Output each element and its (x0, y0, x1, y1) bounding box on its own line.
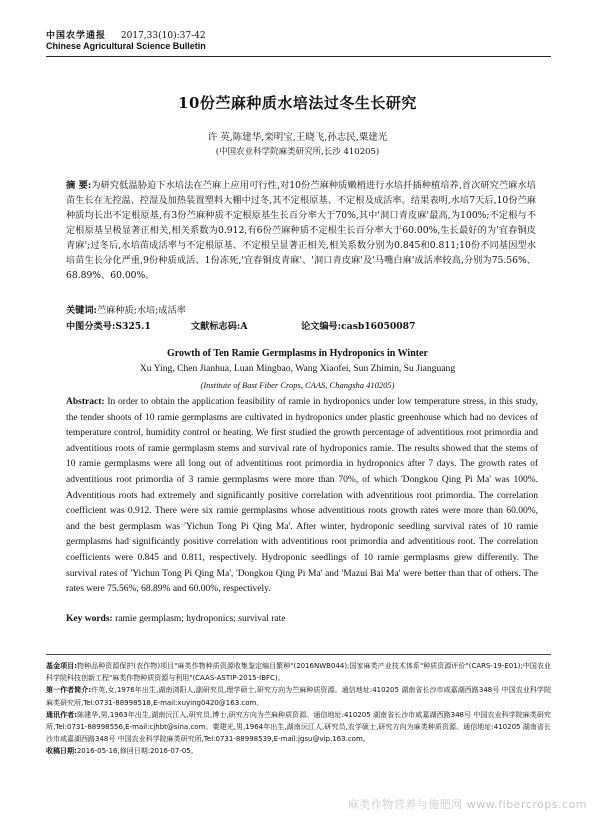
abstract-cn-label: 摘 要: (66, 180, 92, 191)
abstract-en (66, 395, 538, 598)
corresponding-label: 通讯作者: (46, 710, 78, 719)
keywords-cn (66, 302, 186, 316)
abstract-en-label: Abstract: (66, 397, 105, 407)
first-author-note (46, 684, 551, 708)
keywords-en-label: Key words: (66, 614, 113, 624)
dates-note (46, 745, 551, 757)
author-list: 许 英,陈建华,栾明宝,王晓飞,孙志民,粟建光 (207, 132, 388, 143)
corresponding-note (46, 709, 551, 746)
dates-label: 收稿日期: (46, 747, 77, 756)
abstract-en-text: In order to obtain the application feasibility of ramie in hydroponics under low temperature stress, in this study, the tender shoots of 10 ramie germplasms are cultivated in hydroponics under plastic greenhouse which had no devices of temperature control, humidity control or heating. We first studied the growth percentage of adventitious root primordia and adventitious roots of ramie germplasm stems and survival rate of hydroponics ramie. The results showed that the stems of 10 ramie germplasms were all long out of adventitious root primordia in hydroponics after 7 days. The growth rates of adventitious root primordia of 3 ramie germplasms were more than 70%, of which 'Dongkou Qing Pi Ma' was 100%. Adventitious roots had extremely and significantly positive correlation with adventitious root primordia. The correlation coefficient was 0.912. There were six ramie germplasms whose adventitious roots growth rates were more than 60.00%, and the best germplasm was 'Yichun Tong Pi Qing Ma'. After winter, hydroponic seedling survival rates of 10 ramie germplasms had significantly positive correlation with adventitious root primordia and adventitious root. The correlation coefficients were 0.845 and 0.811, respectively. Hydroponic seedlings of 10 ramie germplasms grew differently. The survival rates of 'Yichun Tong Pi Qing Ma', 'Dongkou Qing Pi Ma' and 'Mazui Bai Ma' were better than that of others. The rates were 75.56%, 68.89% and 60.00%, respectively. (66, 397, 539, 595)
journal-name-cn: 中国农学通报 (46, 31, 107, 41)
keywords-en-text: ramie germplasm; hydroponics; survival rate (115, 614, 286, 624)
fund-note (46, 660, 551, 684)
english-affiliation: (Institute of Bast Fiber Crops, CAAS, Changsha 410205) (200, 380, 395, 390)
paper-title: 10份苎麻种质水培法过冬生长研究 (178, 94, 417, 112)
fund-label: 基金项目: (46, 662, 77, 670)
keywords-cn-text: 苎麻种质;水培;成活率 (96, 305, 186, 316)
journal-citation: 2017,33(10):37-42 (120, 31, 206, 41)
english-authors: Xu Ying, Chen Jianhua, Luan Mingbao, Wang Xiaofei, Sun Zhimin, Su Jianguang (139, 363, 456, 374)
footnote-divider (46, 654, 551, 655)
header-divider (46, 56, 551, 57)
watermark: 麻类作物营养与施肥网 www.fibercrops.com (347, 798, 587, 811)
first-author-text: 许英,女,1976年出生,湖南浏阳人,副研究员,理学硕士,研究方向为苎麻种质资源。通信地址:410205 湖南省长沙市咸嘉湖西路348号 中国农业科学院麻类研究所,Tel:0731-88998518,E-mail:xuying0420@163.com。 (46, 686, 551, 707)
abstract-cn-text: 为研究低温胁迫下水培法在苎麻上应用可行性,对10份苎麻种质嫩梢进行水培扦插种植培养,首次研究苎麻水培苗生长在无控温、控湿及加热装置塑料大棚中过冬,其不定根原基、不定根及成活率。结果表明,水培7天后,10份苎麻种质均长出不定根原基,有3份苎麻种质不定根原基生长百分率大于70%,其中'洞口青皮麻'最高,为100%;不定根与不定根原基呈极显著正相关,相关系数为0.912,有6份苎麻种质不定根生长百分率大于60.00%,生长最好的为'宜春铜皮青麻';过冬后,水培苗成活率与不定根原基、不定根呈显著正相关,相关系数分别为0.845和0.811;10份不同基因型水培苗生长分化严重,9份种质成活、1份冻死,'宜春铜皮青麻'、'洞口青皮麻'及'马嘴白麻'成活率较高,分别为75.56%、68.89%、60.00%。 (66, 180, 536, 281)
footnotes (46, 660, 551, 758)
clc-number: 中图分类号:S325.1 (66, 321, 151, 332)
abstract-cn (66, 178, 536, 283)
paper-number: 论文编号:casb16050087 (301, 321, 416, 332)
journal-header (46, 28, 206, 41)
dates-text: 2016-05-16,修回日期:2016-07-05。 (76, 747, 198, 756)
document-code: 文献标志码:A (191, 321, 248, 332)
corresponding-text: 陈建华,男,1963年出生,湖南沅江人,研究员,博士,研究方向为苎麻种质资源。通信地址:410205 湖南省长沙市咸嘉湖西路348号 中国农业科学院麻类研究所,Tel:0731-88998556,E-mail:cjhbt@sina.com。粟建光,男,1964年出生,湖南沅江人,研究员,农学硕士,研究方向为麻类种质资源。通信地址:410205 湖南省长沙市咸嘉湖西路348号 中国农业科学院麻类研究所,Tel:0731-88998539,E-mail:jgsu@vip.163.com。 (46, 710, 551, 744)
journal-name-en: Chinese Agricultural Science Bulletin (46, 41, 206, 51)
keywords-cn-label: 关键词: (66, 305, 97, 316)
english-title: Growth of Ten Ramie Germplasms in Hydroponics in Winter (167, 348, 428, 359)
affiliation: (中国农业科学院麻类研究所,长沙 410205) (215, 147, 380, 157)
fund-text: 物种品种资源保护(农作物)项目"麻类作物种质资源收集鉴定编目繁种"(2016NWB044);国家麻类产业技术体系"种质资源评价"(CARS-19-E01);中国农业科学院科技创新工程"麻类作物种质资源与利用"(CAAS-ASTIP-2015-IBFC)。 (46, 662, 551, 683)
first-author-label: 第一作者简介: (46, 686, 92, 695)
keywords-en (66, 614, 286, 624)
